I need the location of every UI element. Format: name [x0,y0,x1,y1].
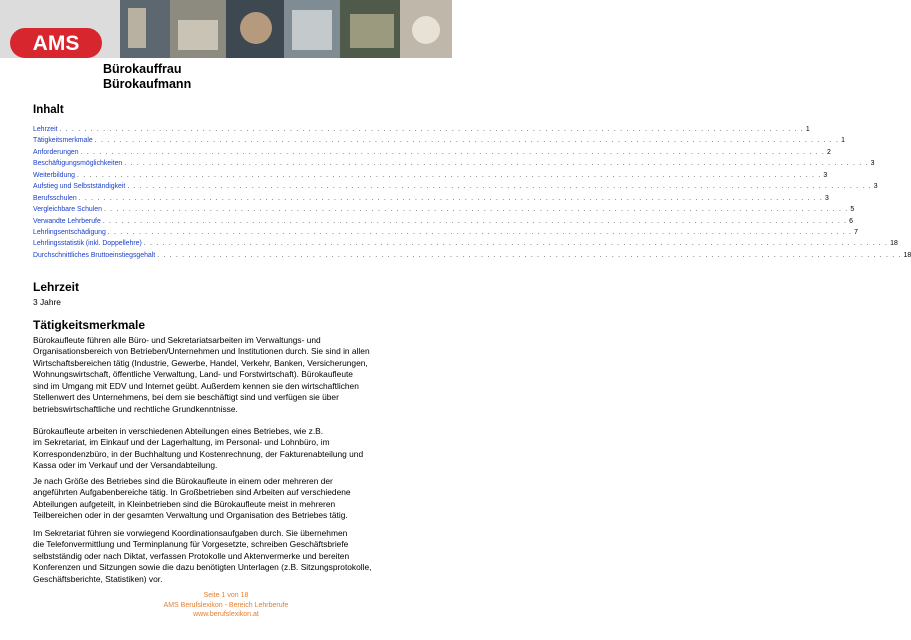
footer-website[interactable]: www.berufslexikon.at [193,611,259,619]
toc-item-label[interactable]: Lehrzeit [33,126,58,133]
text-line: selbstständig oder nach Diktat, verfassen Protokolle und Aktenvermerke und bereiten [33,550,350,561]
toc-item-page: 1 [805,126,810,133]
toc-heading: Inhalt [33,104,64,116]
text-line: angeführten Aufgabenbereiche tätig. In Großbetrieben sind Arbeiten auf verschiedene [33,487,351,498]
toc-dot-leader: . . . . . . . . . . . . . . . . . . . . . . . . . . . . . . . . . . . . . . . . . . . . . . . . . . . . . . . . . . . . . . . . . . . . . . . . . . . . . . . . . . . . . . . . . . . . . . . . . . . . . . . . . . . . . . . . . . . . . . . . [107,228,853,236]
page-footer [0,591,452,620]
toc-item[interactable] [33,250,911,261]
toc-dot-leader: . . . . . . . . . . . . . . . . . . . . . . . . . . . . . . . . . . . . . . . . . . . . . . . . . . . . . . . . . . . . . . . . . . . . . . . . . . . . . . . . . . . . . . . . . . . . . . . . . . . . . . . . . . . . . . . . . . . . . . . . [124,160,869,168]
paragraph-3 [33,476,425,522]
footer-page-number: Seite 1 von 18 [203,592,249,599]
toc-item-label[interactable]: Verwandte Lehrberufe [33,217,101,225]
toc-item-label[interactable]: Tätigkeitsmerkmale [33,137,93,145]
taetigkeit-heading: Tätigkeitsmerkmale [33,318,146,332]
text-line: Wohnungswirtschaft, öffentliche Verwaltung, Land- und Forstwirtschaft). Bürokaufleute [33,369,353,380]
title-female: Bürokauffrau [103,62,182,76]
text-line: Je nach Größe des Betriebes sind die Bürokaufleute in einem oder mehreren der [33,476,333,486]
toc-item[interactable] [33,193,829,204]
toc-dot-leader: . . . . . . . . . . . . . . . . . . . . . . . . . . . . . . . . . . . . . . . . . . . . . . . . . . . . . . . . . . . . . . . . . . . . . . . . . . . . . . . . . . . . . . . . . . . . . . . . . . . . . . . . . . . . . . . . . . . . . . . . [103,206,849,214]
text-line: Im Sekretariat führen sie vorwiegend Koordinationsaufgaben durch. Sie übernehmen [33,528,348,538]
toc-item-page: 5 [850,206,855,214]
footer-source: AMS Berufslexikon - Bereich Lehrberufe [163,601,289,609]
header-banner [0,0,452,58]
toc-item-label[interactable]: Vergleichbare Schulen [33,206,102,214]
toc-dot-leader: . . . . . . . . . . . . . . . . . . . . . . . . . . . . . . . . . . . . . . . . . . . . . . . . . . . . . . . . . . . . . . . . . . . . . . . . . . . . . . . . . . . . . . . . . . . . . . . . . . . . . . . . . . . . . . . . . . . . . . . . [94,137,840,145]
toc-item[interactable] [33,181,878,192]
title-male: Bürokaufmann [103,77,192,91]
toc-item[interactable] [33,204,855,215]
toc-dot-leader: . . . . . . . . . . . . . . . . . . . . . . . . . . . . . . . . . . . . . . . . . . . . . . . . . . . . . . . . . . . . . . . . . . . . . . . . . . . . . . . . . . . . . . . . . . . . . . . . . . . . . . . . . . . . . . . . . . . . . . . . [143,240,889,248]
toc-dot-leader: . . . . . . . . . . . . . . . . . . . . . . . . . . . . . . . . . . . . . . . . . . . . . . . . . . . . . . . . . . . . . . . . . . . . . . . . . . . . . . . . . . . . . . . . . . . . . . . . . . . . . . . . . . . . . . . . . . . . . . . . [127,183,872,191]
toc-item[interactable] [33,170,828,181]
toc-item-label[interactable]: Anforderungen [33,148,79,156]
lehrzeit-heading: Lehrzeit [33,280,80,294]
ams-logo [10,26,102,58]
text-line: im Sekretariat, im Einkauf und der Lagerhaltung, im Personal- und Lohnbüro, im [33,437,330,448]
toc-item-page: 18 [903,251,911,259]
text-line: Bürokaufleute führen alle Büro- und Sekretariatsarbeiten im Verwaltungs- und [33,335,321,345]
text-line: Teilbereichen oder in der gesamten Verwaltung und Organisation des Betriebes tätig. [33,510,348,521]
toc-item-page: 3 [825,194,829,202]
toc-dot-leader: . . . . . . . . . . . . . . . . . . . . . . . . . . . . . . . . . . . . . . . . . . . . . . . . . . . . . . . . . . . . . . . . . . . . . . . . . . . . . . . . . . . . . . . . . . . . . . . . . . . . . . . . . . . . . . . . . . . . . . . . [102,217,848,225]
text-line: Stellenwert des Unternehmens, bei dem sie beschäftigt sind und verfügen sie über [33,392,339,403]
toc-item[interactable] [33,158,875,169]
toc-dot-leader: . . . . . . . . . . . . . . . . . . . . . . . . . . . . . . . . . . . . . . . . . . . . . . . . . . . . . . . . . . . . . . . . . . . . . . . . . . . . . . . . . . . . . . . . . . . . . . . . . . . . . . . . . . . . . . . . . . . . . . . . [59,126,804,133]
toc-item-label[interactable]: Beschäftigungsmöglichkeiten [33,160,123,168]
toc-item-label[interactable]: Aufstieg und Selbstständigkeit [33,183,126,191]
toc-item-page: 1 [841,137,845,145]
text-line: sind im Umgang mit EDV und Internet geübt. Außerdem kennen sie den wirtschaftlichen [33,380,359,391]
toc-dot-leader: . . . . . . . . . . . . . . . . . . . . . . . . . . . . . . . . . . . . . . . . . . . . . . . . . . . . . . . . . . . . . . . . . . . . . . . . . . . . . . . . . . . . . . . . . . . . . . . . . . . . . . . . . . . . . . . . . . . . . . . . [78,194,824,202]
paragraph-1 [33,335,425,415]
toc-item-page: 6 [849,217,854,225]
text-line: Korrespondenzbüro, in der Buchhaltung und Kostenrechnung, der Fakturenabteilung und [33,448,364,459]
toc-dot-leader: . . . . . . . . . . . . . . . . . . . . . . . . . . . . . . . . . . . . . . . . . . . . . . . . . . . . . . . . . . . . . . . . . . . . . . . . . . . . . . . . . . . . . . . . . . . . . . . . . . . . . . . . . . . . . . . . . . . . . . . . [77,171,822,179]
text-line: Organisationsbereich von Betrieben/Unternehmen und Institutionen durch. Sie sind in allen [33,346,370,357]
text-line: Bürokaufleute arbeiten in verschiedenen Abteilungen eines Betriebes, wie z.B. [33,426,324,436]
toc-item[interactable] [33,135,845,146]
toc-item[interactable] [33,238,898,249]
toc-item-label[interactable]: Weiterbildung [33,171,76,179]
paragraph-4 [33,528,425,585]
toc-item-label[interactable]: Berufsschulen [33,194,77,202]
toc-item-label[interactable]: Lehrlingsentschädigung [33,228,106,236]
toc-dot-leader: . . . . . . . . . . . . . . . . . . . . . . . . . . . . . . . . . . . . . . . . . . . . . . . . . . . . . . . . . . . . . . . . . . . . . . . . . . . . . . . . . . . . . . . . . . . . . . . . . . . . . . . . . . . . . . . . . . . . . . . . [157,251,902,259]
toc-item-page: 3 [873,183,878,191]
svg-text:AMS: AMS [32,32,80,55]
toc-dot-leader: . . . . . . . . . . . . . . . . . . . . . . . . . . . . . . . . . . . . . . . . . . . . . . . . . . . . . . . . . . . . . . . . . . . . . . . . . . . . . . . . . . . . . . . . . . . . . . . . . . . . . . . . . . . . . . . . . . . . . . . . [80,148,825,156]
text-line: Abteilungen aufgeteilt, in Kleinbetrieben sind die Bürokaufleute meist in mehreren [33,498,336,509]
toc-item[interactable] [33,216,854,227]
toc-item[interactable] [33,124,810,135]
document-title [103,62,191,92]
text-line: Wirtschaftsbereichen tätig (Industrie, Gewerbe, Handel, Verkehr, Banken, Versicherungen, [33,357,368,368]
paragraph-2 [33,426,425,472]
toc-item-page: 2 [826,148,831,156]
toc-item-label[interactable]: Lehrlingsstatistik (inkl. Doppellehre) [33,240,142,248]
lehrzeit-value: 3 Jahre [33,297,61,307]
toc-item[interactable] [33,227,858,238]
text-line: Konferenzen und Sitzungen sowie die dazu benötigten Unterlagen (z.B. Sitzungsprotokolle, [33,562,372,573]
text-line: Kassa oder im Verkauf und der Versandabteilung. [33,460,218,471]
toc-item-page: 18 [890,240,898,248]
toc-item[interactable] [33,147,831,158]
toc-item-page: 3 [870,160,875,168]
toc-item-label[interactable]: Durchschnittliches Bruttoeinstiegsgehalt [33,251,156,259]
toc-item-page: 7 [854,228,858,236]
text-line: die Telefonvermittlung und Terminplanung für Vorgesetzte, schreiben Geschäftsbriefe [33,539,349,550]
toc-item-page: 3 [823,171,828,179]
text-line: betriebswirtschaftliche und rechtliche Grundkenntnisse. [33,403,238,414]
text-line: Geschäftsberichte, Statistiken) vor. [33,573,163,584]
table-of-contents [33,124,911,261]
